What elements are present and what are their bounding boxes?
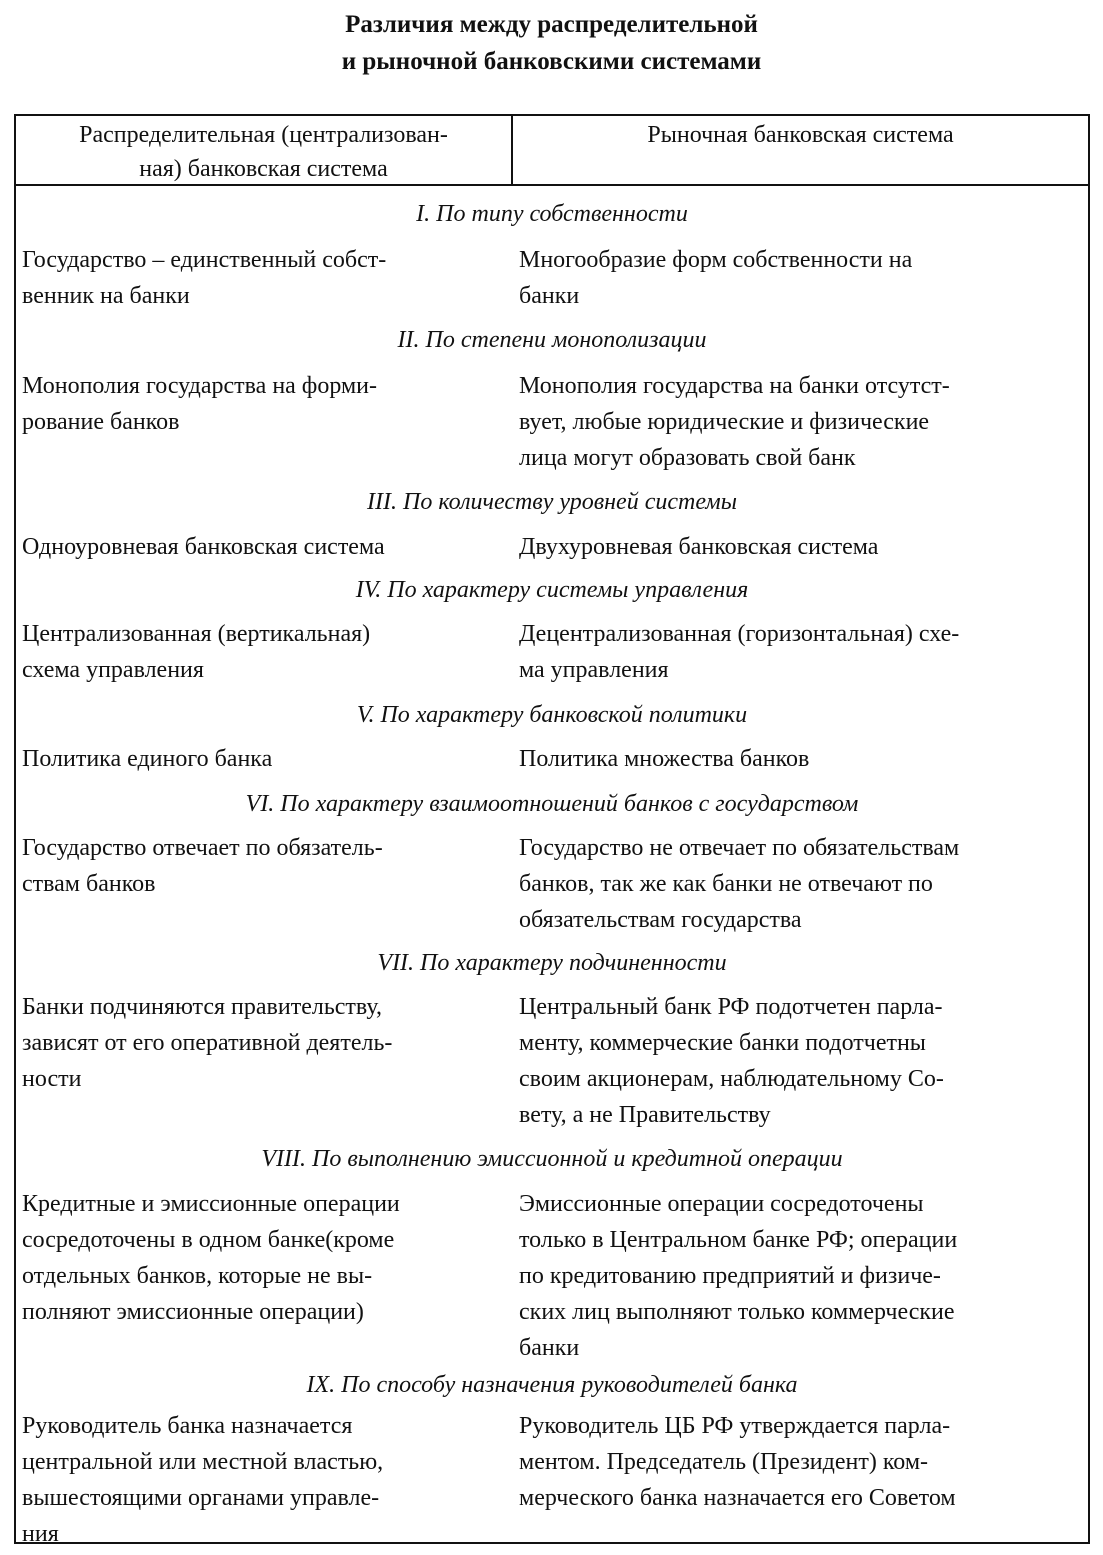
section-title: II. По степени монополизации	[397, 327, 707, 353]
right-cell: Государство не отвечает по обязательствам банков, так же как банки не отвечают по обязательствам государства	[519, 835, 960, 933]
left-cell: Кредитные и эмиссионные операции сосредоточены в одном банке(кроме отдельных банков, которые не вы- полняют эмиссионные операции)	[22, 1191, 400, 1325]
left-cell: Банки подчиняются правительству, зависят от его оперативной деятель- ности	[22, 994, 393, 1092]
left-cell: Монополия государства на форми- рование банков	[22, 373, 378, 435]
left-cell: Централизованная (вертикальная) схема управления	[22, 621, 371, 683]
left-cell: Государство – единственный собст- венник на банки	[22, 247, 387, 309]
section-title: VII. По характеру подчиненности	[377, 950, 727, 976]
table-header-row	[16, 116, 1088, 186]
title-line-2: и рыночной банковскими системами	[341, 48, 762, 75]
section-title: I. По типу собственности	[416, 201, 688, 227]
left-cell: Одноуровневая банковская система	[22, 534, 385, 560]
header-right: Рыночная банковская система	[647, 122, 954, 148]
section-title: III. По количеству уровней системы	[367, 489, 737, 515]
section-title: IX. По способу назначения руководителей банка	[306, 1372, 798, 1398]
header-left-line-1: Распределительная (централизован-	[79, 122, 448, 148]
right-cell: Децентрализованная (горизонтальная) схе- ма управления	[519, 621, 960, 683]
left-cell: Политика единого банка	[22, 746, 273, 772]
right-cell: Двухуровневая банковская система	[519, 534, 879, 560]
title-line-1: Различия между распределительной	[345, 11, 758, 38]
right-cell: Монополия государства на банки отсутст- вует, любые юридические и физические лица могут образовать свой банк	[519, 373, 950, 471]
right-cell: Центральный банк РФ подотчетен парла- менту, коммерческие банки подотчетны своим акционерам, наблюдательному Со- вету, а не Правительству	[519, 994, 944, 1128]
right-cell: Многообразие форм собственности на банки	[519, 247, 913, 309]
header-left	[16, 116, 513, 184]
left-cell: Государство отвечает по обязатель- ствам банков	[22, 835, 383, 897]
right-cell: Руководитель ЦБ РФ утверждается парла- ментом. Председатель (Президент) ком- мерческого банка назначается его Советом	[519, 1413, 956, 1511]
page-title	[0, 6, 1103, 80]
left-cell: Руководитель банка назначается центральной или местной властью, вышестоящими органами управле- ния	[22, 1413, 384, 1547]
comparison-table	[14, 114, 1090, 1547]
section-title: IV. По характеру системы управления	[355, 577, 749, 603]
section-title: V. По характеру банковской политики	[356, 702, 748, 728]
section-title: VIII. По выполнению эмиссионной и кредитной операции	[261, 1146, 843, 1172]
section-title: VI. По характеру взаимоотношений банков с государством	[245, 791, 859, 817]
right-cell: Эмиссионные операции сосредоточены только в Центральном банке РФ; операции по кредитованию предприятий и физиче- ских лиц выполняют только коммерческие банки	[519, 1191, 958, 1361]
header-left-line-2: ная) банковская система	[139, 156, 388, 182]
right-cell: Политика множества банков	[519, 746, 810, 772]
